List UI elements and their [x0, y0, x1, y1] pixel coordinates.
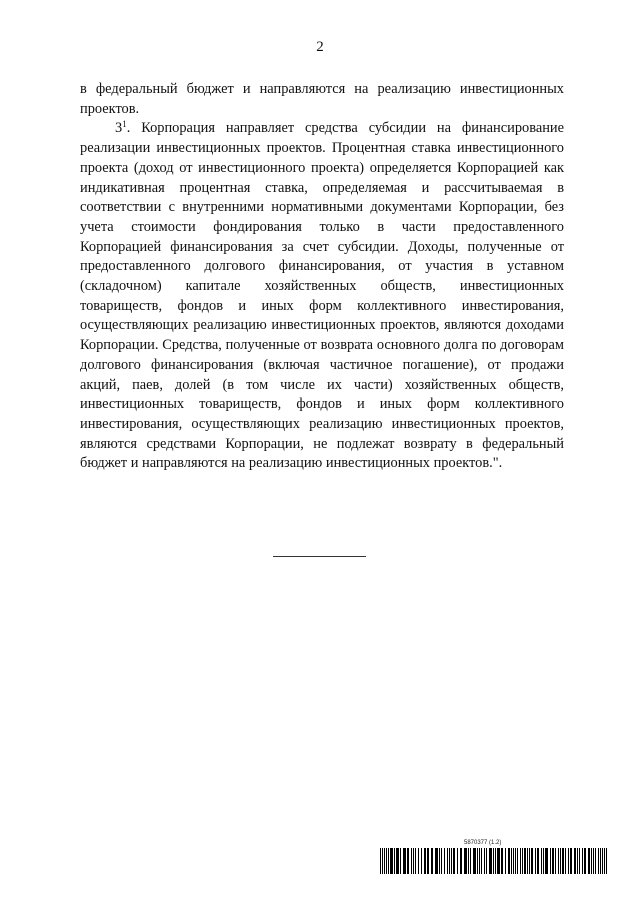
document-body	[80, 80, 564, 474]
barcode-block	[380, 840, 608, 874]
page-number: 2	[316, 39, 324, 55]
clause-superscript: 1	[122, 119, 127, 130]
clause-text: . Корпорация направляет средства субсидии на финансирование реализации инвестиционных проектов. Процентная ставка инвестиционного проекта (доход от инвестиционного проекта) определяется Корпорацией как индикативная процентная ставка, определяемая и рассчитываемая в соответствии с внутренними нормативными документами Корпорации, без учета стоимости фондирования только в части предоставленного Корпорацией финансирования за счет субсидии. Доходы, полученные от предоставленного долгового финансирования, от участия в уставном (складочном) капитале хозяйственных обществ, инвестиционных товариществ, фондов и иных форм коллективного инвестирования, осуществляющих реализацию инвестиционных проектов, являются доходами Корпорации. Средства, полученные от возврата основного долга по договорам долгового финансирования (включая частичное погашение), от продажи акций, паев, долей (в том числе их части) хозяйственных обществ, инвестиционных товариществ, фондов и иных форм коллективного инвестирования, осуществляющих реализацию инвестиционных проектов, являются средствами Корпорации, не подлежат возврату в федеральный бюджет и направляются на реализацию инвестиционных проектов.".	[80, 120, 564, 472]
clause-number: 3	[115, 120, 123, 137]
end-divider	[273, 556, 366, 557]
barcode-caption: 5870377 (1.2)	[464, 840, 502, 846]
paragraph-clause-3-1	[80, 119, 564, 474]
barcode	[380, 848, 608, 874]
paragraph-continuation: в федеральный бюджет и направляются на реализацию инвестиционных проектов.	[80, 81, 564, 117]
